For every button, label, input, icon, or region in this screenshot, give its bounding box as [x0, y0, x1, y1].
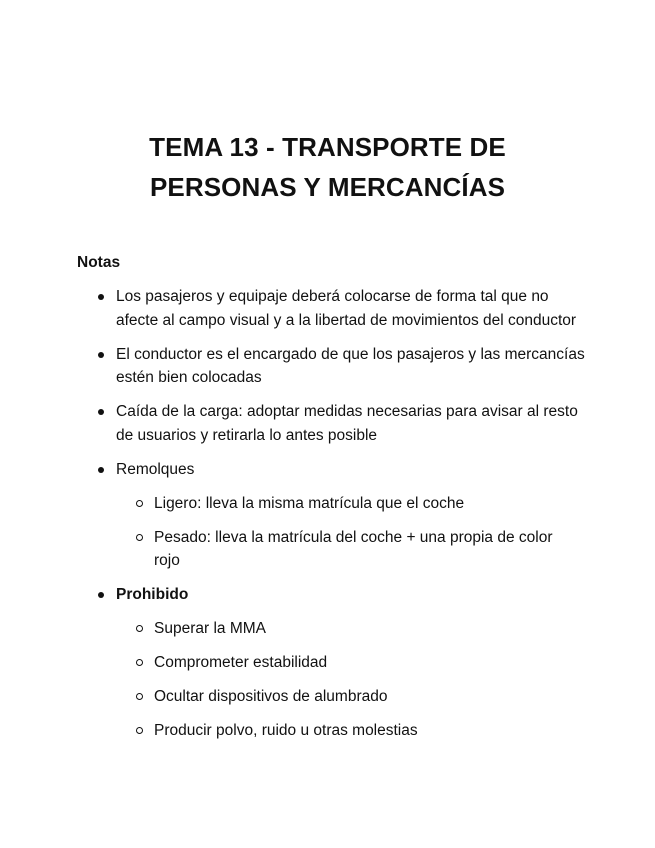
- sub-list-item-text: Pesado: lleva la matrícula del coche + una propia de color rojo: [154, 528, 553, 569]
- hollow-bullet-icon: [136, 625, 143, 632]
- list-item: [0, 343, 655, 390]
- filled-bullet-icon: [98, 352, 104, 358]
- sub-list-item-text: Comprometer estabilidad: [154, 654, 328, 671]
- list-item-text: Remolques: [116, 460, 195, 478]
- page-title: [0, 127, 655, 207]
- filled-bullet-icon: [98, 294, 104, 300]
- filled-bullet-icon: [98, 409, 104, 415]
- hollow-bullet-icon: [136, 534, 143, 541]
- sub-list-item: [0, 651, 655, 675]
- list-item-text: El conductor es el encargado de que los pasajeros y las mercancías estén bien colocadas: [116, 345, 585, 386]
- list-item-text: Caída de la carga: adoptar medidas necesarias para avisar al resto de usuarios y retirarla lo antes posible: [116, 403, 578, 444]
- title-line-2: PERSONAS Y MERCANCÍAS: [149, 172, 506, 202]
- hollow-bullet-icon: [136, 500, 143, 507]
- filled-bullet-icon: [98, 592, 104, 598]
- list-item-remolques: [0, 458, 655, 482]
- sub-list-item: [0, 685, 655, 709]
- sub-list-item: [0, 526, 655, 573]
- title-line-1: TEMA 13 - TRANSPORTE DE: [149, 132, 506, 162]
- filled-bullet-icon: [98, 467, 104, 473]
- sub-list-item: [0, 492, 655, 516]
- sub-list-item-text: Ligero: lleva la misma matrícula que el coche: [154, 494, 465, 512]
- list-item: [0, 285, 655, 332]
- sub-list-item: [0, 617, 655, 641]
- list-item: [0, 400, 655, 447]
- list-item-text: Prohibido: [116, 586, 189, 603]
- list-item-prohibido: [0, 583, 655, 607]
- sub-list-item-text: Producir polvo, ruido u otras molestias: [154, 722, 418, 739]
- notes-list: [0, 285, 655, 753]
- hollow-bullet-icon: [136, 727, 143, 734]
- hollow-bullet-icon: [136, 693, 143, 700]
- hollow-bullet-icon: [136, 659, 143, 666]
- sub-list-item-text: Ocultar dispositivos de alumbrado: [154, 688, 388, 705]
- section-heading: Notas: [77, 254, 121, 271]
- sub-list-item-text: Superar la MMA: [154, 620, 266, 637]
- list-item-text: Los pasajeros y equipaje deberá colocarse de forma tal que no afecte al campo visual y a la libertad de movimientos del conductor: [116, 288, 577, 329]
- sub-list-item: [0, 719, 655, 743]
